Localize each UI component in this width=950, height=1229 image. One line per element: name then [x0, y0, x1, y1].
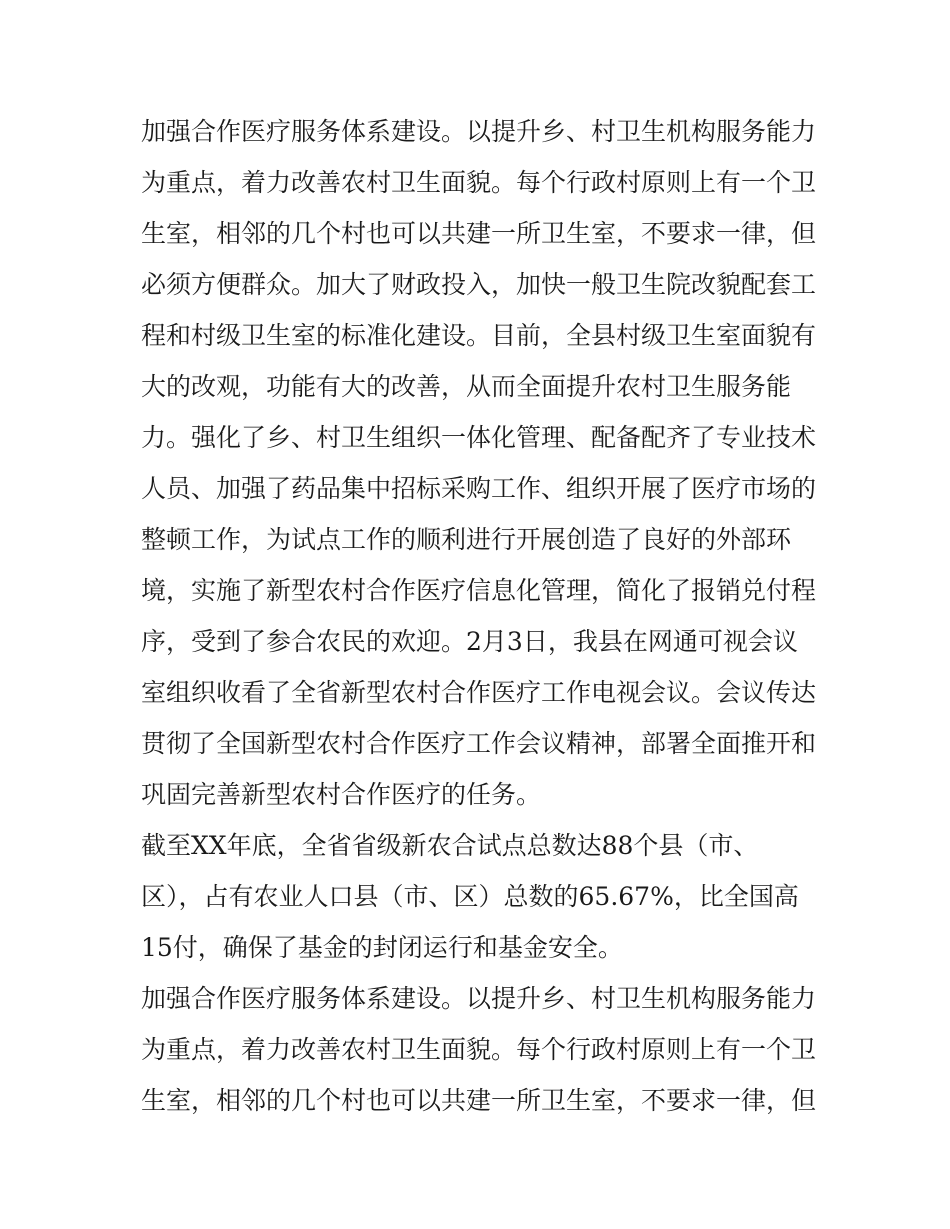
text-line: 生室，相邻的几个村也可以共建一所卫生室，不要求一律，但 — [141, 1086, 817, 1115]
text-line: 贯彻了全国新型农村合作医疗工作会议精神，部署全面推开和 — [141, 729, 817, 758]
text-line: 加强合作医疗服务体系建设。以提升乡、村卫生机构服务能力 — [141, 984, 817, 1013]
body-text — [141, 106, 821, 1126]
text-line: 序，受到了参合农民的欢迎。2月3日，我县在网通可视会议 — [141, 627, 798, 656]
text-line: 必须方便群众。加大了财政投入，加快一般卫生院改貌配套工 — [141, 270, 817, 299]
text-line: 境，实施了新型农村合作医疗信息化管理，简化了报销兑付程 — [141, 576, 817, 605]
text-line: 室组织收看了全省新型农村合作医疗工作电视会议。会议传达 — [141, 678, 817, 707]
text-line: 生室，相邻的几个村也可以共建一所卫生室，不要求一律，但 — [141, 219, 817, 248]
text-line: 区），占有农业人口县（市、区）总数的65.67%，比全国高 — [141, 882, 799, 911]
text-line: 程和村级卫生室的标准化建设。目前，全县村级卫生室面貌有 — [141, 321, 817, 350]
text-line: 15付，确保了基金的封闭运行和基金安全。 — [141, 933, 623, 962]
text-line: 整顿工作，为试点工作的顺利进行开展创造了良好的外部环 — [141, 525, 792, 554]
text-line: 巩固完善新型农村合作医疗的任务。 — [141, 780, 542, 809]
text-line: 力。强化了乡、村卫生组织一体化管理、配备配齐了专业技术 — [141, 423, 817, 452]
text-line: 为重点，着力改善农村卫生面貌。每个行政村原则上有一个卫 — [141, 1035, 817, 1064]
text-line: 截至XX年底，全省省级新农合试点总数达88个县（市、 — [141, 831, 759, 860]
text-line: 加强合作医疗服务体系建设。以提升乡、村卫生机构服务能力 — [141, 117, 817, 146]
text-line: 大的改观，功能有大的改善，从而全面提升农村卫生服务能 — [141, 372, 792, 401]
text-line: 人员、加强了药品集中招标采购工作、组织开展了医疗市场的 — [141, 474, 817, 503]
text-line: 为重点，着力改善农村卫生面貌。每个行政村原则上有一个卫 — [141, 168, 817, 197]
